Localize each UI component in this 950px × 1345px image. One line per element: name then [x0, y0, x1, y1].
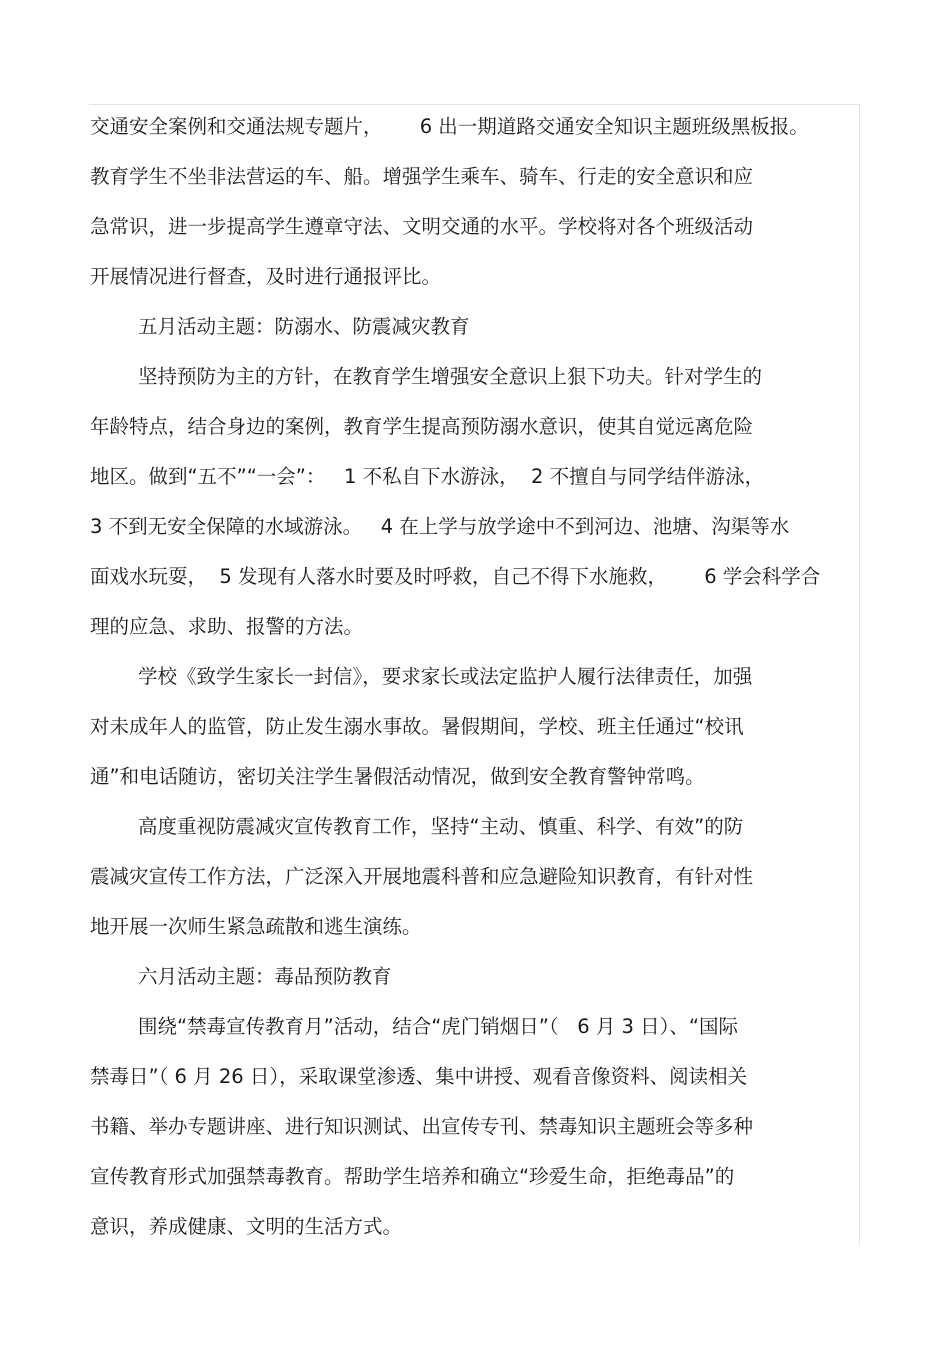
text-line: 通”和电话随访，密切关注学生暑假活动情况，做到安全教育警钟常鸣。 — [90, 765, 705, 788]
text-line: 交通安全案例和交通法规专题片， 6 出一期道路交通安全知识主题班级黑板报。 — [90, 115, 809, 138]
text-line: 禁毒日”（ 6 月 26 日），采取课堂渗透、集中讲授、观看音像资料、阅读相关 — [90, 1065, 748, 1088]
text-line: 震减灾宣传工作方法，广泛深入开展地震科普和应急避险知识教育，有针对性 — [90, 865, 754, 888]
text-line: 围绕“禁毒宣传教育月”活动，结合“虎门销烟日”（ 6 月 3 日）、“国际 — [138, 1015, 739, 1038]
text-line: 地区。做到“五不”“一会”： 1 不私自下水游泳， 2 不擅自与同学结伴游泳， — [90, 465, 765, 488]
text-line: 高度重视防震减灾宣传教育工作，坚持“主动、慎重、科学、有效”的防 — [138, 815, 744, 838]
text-line: 开展情况进行督查，及时进行通报评比。 — [90, 265, 442, 288]
text-line: 地开展一次师生紧急疏散和逃生演练。 — [90, 915, 422, 938]
text-line: 意识，养成健康、文明的生活方式。 — [90, 1215, 403, 1238]
text-line: 学校《致学生家长一封信》，要求家长或法定监护人履行法律责任，加强 — [138, 665, 753, 688]
text-line: 坚持预防为主的方针，在教育学生增强安全意识上狠下功夫。针对学生的 — [138, 365, 763, 388]
section-heading-may: 五月活动主题：防溺水、防震减灾教育 — [138, 315, 470, 338]
text-line: 年龄特点，结合身边的案例，教育学生提高预防溺水意识，使其自觉远离危险 — [90, 415, 754, 438]
text-line: 教育学生不坐非法营运的车、船。增强学生乘车、骑车、行走的安全意识和应 — [90, 165, 754, 188]
text-line: 宣传教育形式加强禁毒教育。帮助学生培养和确立“珍爱生命，拒绝毒品”的 — [90, 1165, 735, 1188]
text-line: 书籍、举办专题讲座、进行知识测试、出宣传专刊、禁毒知识主题班会等多种 — [90, 1115, 754, 1138]
text-line: 3 不到无安全保障的水域游泳。 4 在上学与放学途中不到河边、池塘、沟渠等水 — [90, 515, 790, 538]
text-line: 面戏水玩耍， 5 发现有人落水时要及时呼救，自己不得下水施救， 6 学会科学合 — [90, 565, 821, 588]
text-line: 急常识，进一步提高学生遵章守法、文明交通的水平。学校将对各个班级活动 — [90, 215, 754, 238]
section-heading-june: 六月活动主题：毒品预防教育 — [138, 965, 392, 988]
text-line: 理的应急、求助、报警的方法。 — [90, 615, 364, 638]
text-line: 对未成年人的监管，防止发生溺水事故。暑假期间，学校、班主任通过“校讯 — [90, 715, 744, 738]
